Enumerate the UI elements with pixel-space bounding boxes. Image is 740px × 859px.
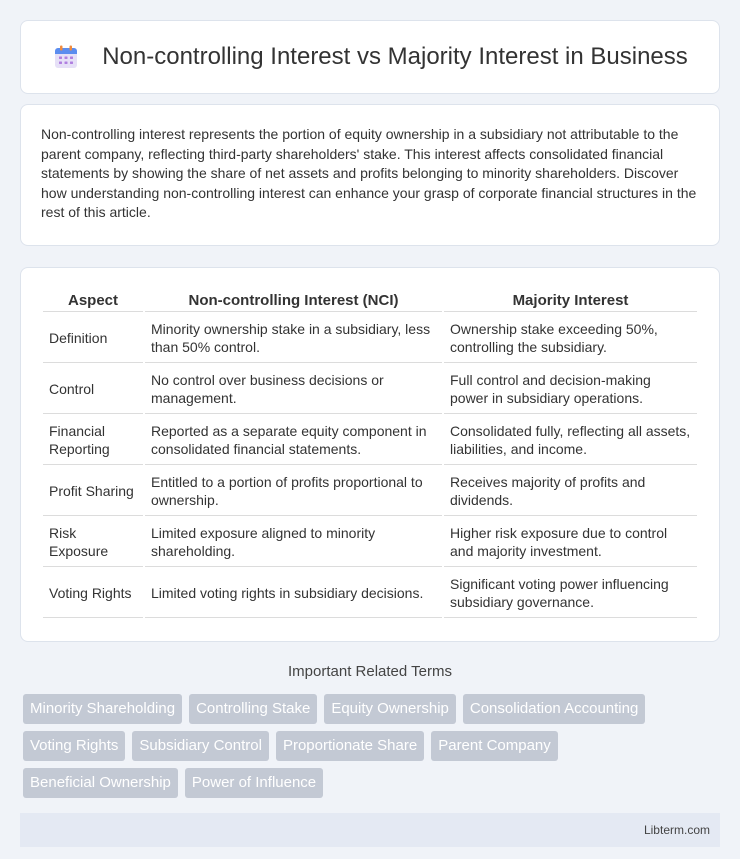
intro-text: Non-controlling interest represents the portion of equity ownership in a subsidiary not attributable to the parent company, reflecting third-party shareholders' stake. This interest affects consolidated financial statements by showing the share of net assets and profits belonging to minority shareholders. Discover how understanding non-controlling interest can enhance your grasp of corporate financial structures in the rest of this article. (41, 126, 697, 220)
intro-section (20, 104, 720, 246)
table-cell-majority: Higher risk exposure due to control and majority investment. (444, 518, 697, 567)
related-terms-list (20, 694, 720, 798)
comparison-table (41, 288, 699, 620)
comparison-table-card (20, 267, 720, 642)
related-term-tag[interactable]: Power of Influence (185, 768, 323, 798)
table-row (43, 467, 697, 516)
related-term-tag[interactable]: Minority Shareholding (23, 694, 182, 724)
table-cell-nci: Limited voting rights in subsidiary decisions. (145, 569, 442, 618)
table-cell-aspect: Definition (43, 314, 143, 363)
table-row (43, 569, 697, 618)
table-cell-majority: Significant voting power influencing subsidiary governance. (444, 569, 697, 618)
related-term-tag[interactable]: Beneficial Ownership (23, 768, 178, 798)
related-term-tag[interactable]: Parent Company (431, 731, 558, 761)
calendar-icon (52, 43, 80, 71)
table-row (43, 518, 697, 567)
table-cell-majority: Consolidated fully, reflecting all assets, liabilities, and income. (444, 416, 697, 465)
related-term-tag[interactable]: Controlling Stake (189, 694, 317, 724)
related-terms-title: Important Related Terms (288, 662, 452, 680)
table-cell-nci: Limited exposure aligned to minority shareholding. (145, 518, 442, 567)
related-term-tag[interactable]: Consolidation Accounting (463, 694, 645, 724)
table-cell-aspect: Financial Reporting (43, 416, 143, 465)
related-term-tag[interactable]: Subsidiary Control (132, 731, 269, 761)
table-cell-majority: Ownership stake exceeding 50%, controlling the subsidiary. (444, 314, 697, 363)
table-cell-majority: Full control and decision-making power in subsidiary operations. (444, 365, 697, 414)
column-header-nci: Non-controlling Interest (NCI) (145, 290, 442, 312)
table-cell-aspect: Voting Rights (43, 569, 143, 618)
table-cell-aspect: Profit Sharing (43, 467, 143, 516)
table-cell-nci: Reported as a separate equity component in consolidated financial statements. (145, 416, 442, 465)
table-cell-aspect: Control (43, 365, 143, 414)
table-cell-nci: No control over business decisions or management. (145, 365, 442, 414)
page-title: Non-controlling Interest vs Majority Interest in Business (102, 43, 688, 70)
table-row (43, 314, 697, 363)
table-row (43, 416, 697, 465)
related-term-tag[interactable]: Voting Rights (23, 731, 125, 761)
column-header-aspect: Aspect (43, 290, 143, 312)
footer-site-link[interactable]: Libterm.com (643, 822, 710, 837)
page-header (20, 20, 720, 94)
table-header-row (43, 290, 697, 312)
table-cell-majority: Receives majority of profits and dividends. (444, 467, 697, 516)
table-cell-nci: Entitled to a portion of profits proportional to ownership. (145, 467, 442, 516)
page-footer (20, 813, 720, 847)
related-terms-section (20, 663, 720, 798)
table-cell-aspect: Risk Exposure (43, 518, 143, 567)
related-term-tag[interactable]: Proportionate Share (276, 731, 424, 761)
table-cell-nci: Minority ownership stake in a subsidiary, less than 50% control. (145, 314, 442, 363)
column-header-majority: Majority Interest (444, 290, 697, 312)
table-row (43, 365, 697, 414)
related-term-tag[interactable]: Equity Ownership (324, 694, 456, 724)
